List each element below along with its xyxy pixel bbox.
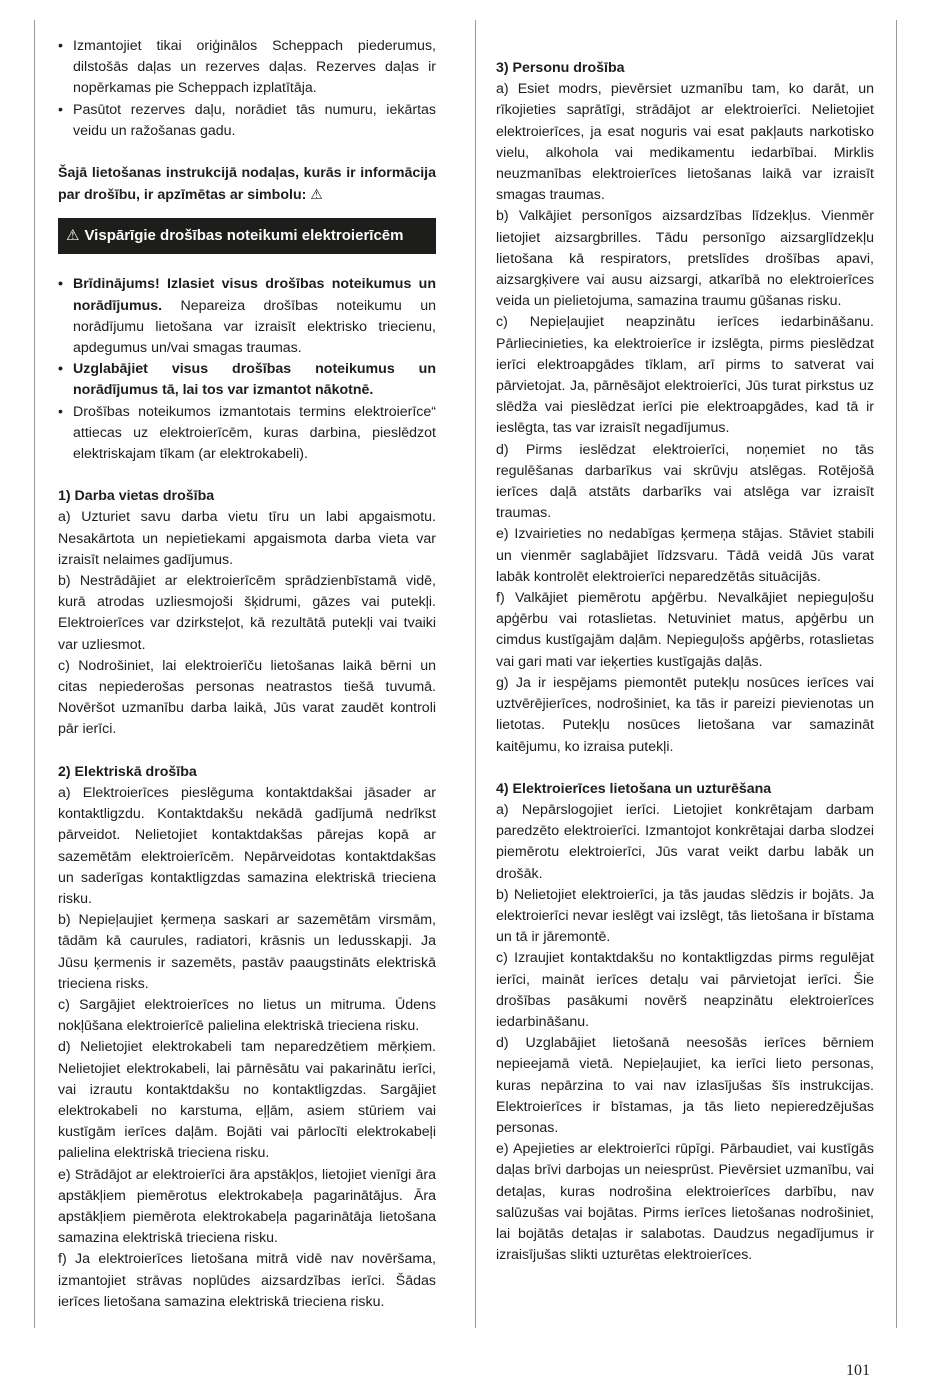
safety-symbol-intro xyxy=(58,163,436,206)
spare-parts-bullet: • Izmantojiet tikai oriģinālos Scheppach piederumus, dilstošās daļas un rezerves daļas. Rezerves daļas ir nopērkamas pie Scheppach izplatītāja. xyxy=(58,36,436,100)
bullet-text: Nepareiza drošības noteikumu un norādījumu lietošana var izraisīt elektrisko triecienu, apdegumus un/vai smagas traumas. xyxy=(73,297,436,357)
section-3-title: 3) Personu drošība xyxy=(496,60,625,76)
section-3-para-b: b) Valkājiet personīgos aizsardzības līdzekļus. Vienmēr lietojiet aizsargbrilles. Tādu personīgo aizsarglīdzekļu lietošana kā respirators, pretslīdes drošības apavi, aizsargķivere vai ausu aizsargi, atkarībā no elektroierīces veida un pielietojuma, samazina traumu gūšanas risku. xyxy=(496,208,874,310)
section-3-para-d: d) Pirms ieslēdzat elektroierīci, noņemiet no tās regulēšanas darbarīkus vai skrūvju atslēgas. Rotējošā ierīces daļā atstāts darbarīks vai atslēga var izraisīt traumas. xyxy=(496,441,874,522)
section-2-title: 2) Elektriskā drošība xyxy=(58,763,197,780)
bullet-text: Drošības noteikumos izmantotais termins elektroierīce“ attiecas uz elektroierīcēm, kuras darbina, pieslēdzot elektriskajam tīkam (ar elektrokabeli). xyxy=(73,403,436,463)
section-3-para-a: a) Esiet modrs, pievērsiet uzmanību tam, ko darāt, un rīkojieties saprātīgi, strādājot ar elektroierīci. Nelietojiet elektroierīces, ja esat noguris vai esat pakļauts narkotisko vielu, alkohola vai medikamentu iedarbībai. Mirklis neuzmanības elektroierīces lietošanas laikā var izraisīt smagas traumas. xyxy=(496,81,874,204)
section-3-para-f: f) Valkājiet piemērotu apģērbu. Nevalkājiet nepieguļošu apģērbu vai rotaslietas. Netuviniet matus, apģērbu un cimdus kustīgajām daļām. Nepieguļošs apģērbs, rotaslietas vai gari mati var ieķerties kustīgajās daļās. xyxy=(496,590,874,670)
section-2-para-d: d) Nelietojiet elektrokabeli tam neparedzētiem mērķiem. Nelietojiet elektrokabeli, lai pārnēsātu vai pakarinātu ierīci, vai izrautu kontaktdakšu no kontaktligzdas. Sargājiet elektrokabeli no karstuma, eļļām, asiem stūriem vai kustīgām ierīces daļām. Bojāti vai pārlocīti elektrokabeļi palielina elektriskā trieciena risku. xyxy=(58,1039,436,1162)
section-1-title: 1) Darba vietas drošība xyxy=(58,488,215,505)
section-2-para-f: f) Ja elektroierīces lietošana mitrā vidē nav novēršama, izmantojiet strāvas noplūdes aizsardzības ierīci. Šādas ierīces lietošana samazina elektriskā trieciena risku. xyxy=(58,1251,436,1310)
left-column xyxy=(58,36,436,1313)
right-column xyxy=(496,58,874,1266)
bullet-bold-text: Brīdinājums! Izlasiet visus drošības noteikumus un norādījumus. xyxy=(73,276,436,314)
warning-read-all-bullet xyxy=(58,274,436,359)
section-3-para-g: g) Ja ir iespējams piemontēt putekļu nosūces ierīces vai uztvērējierīces, nodrošiniet, ka tās ir pareizi pievienotas un lietotas. Putekļu nosūces lietošana var samazināt kaitējumu, ko izraisa putekļi. xyxy=(496,674,874,755)
left-margin-rule xyxy=(34,20,35,1328)
section-2-para-c: c) Sargājiet elektroierīces no lietus un mitruma. Ūdens nokļūšana elektroierīcē palielina elektriskā trieciena risku. xyxy=(58,996,436,1035)
section-4-para-a: a) Nepārslogojiet ierīci. Lietojiet konkrētajam darbam paredzēto elektroierīci. Izmantojot konkrētajai darba slodzei piemērotu elektroierīci, Jūs varat veikt darbu labāk un drošāk. xyxy=(496,801,874,882)
general-safety-heading-box xyxy=(58,218,436,254)
section-4-title: 4) Elektroierīces lietošana un uzturēšana xyxy=(496,780,772,797)
section-1-para-c: c) Nodrošiniet, lai elektroierīču lietošanas laikā bērni un citas nepiederošas personas neatrastos tiešā tuvumā. Novēršot uzmanību darba laikā, Jūs varat zaudēt kontroli pār ierīci. xyxy=(58,657,436,738)
page-number: 101 xyxy=(846,1362,870,1379)
warning-triangle-icon: ⚠ xyxy=(66,227,80,245)
warning-triangle-icon: ⚠ xyxy=(310,186,323,203)
section-3-para-c: c) Nepieļaujiet neapzinātu ierīces iedarbināšanu. Pārliecinieties, ka elektroierīce ir izslēgta, pirms pieslēdzat ierīci elektroapgādes tīklam, arī pirms to satverat vai pārvietojat. Ja, pārnēsājot elektroierīci, Jūs turat pirkstus uz slēdža vai pieslēdzat ierīci pie elektroapgādes, kad tā ir ieslēgta, tas var izraisīt negadījumus. xyxy=(496,314,874,437)
bullet-bold-text: Uzglabājiet visus drošības noteikumus un norādījumus tā, lai tos var izmantot nākotnē. xyxy=(73,361,436,399)
safety-symbol-intro-text: Šajā lietošanas instrukcijā nodaļas, kurās ir informācija par drošību, ir apzīmētas ar simbolu: xyxy=(58,165,436,204)
order-parts-bullet: • Pasūtot rezerves daļu, norādiet tās numuru, iekārtas veidu un ražošanas gadu. xyxy=(58,100,436,142)
section-2-para-e: e) Strādājot ar elektroierīci āra apstākļos, lietojiet vienīgi āra apstākļiem piemērotus elektrokabeļa pagarinātājus. Āra apstākļiem piemērota elektrokabeļa pagarinātāja lietošana samazina elektriskā trieciena risku. xyxy=(58,1166,436,1247)
section-4-para-c: c) Izraujiet kontaktdakšu no kontaktligzdas pirms regulējat ierīci, maināt ierīces detaļu vai pārvietojat ierīci. Šie drošības pasākumi novērš neapzinātu elektroierīces iedarbināšanu. xyxy=(496,950,874,1030)
section-2-para-a: a) Elektroierīces pieslēguma kontaktdakšai jāsader ar kontaktligzdu. Kontaktdakšu nekādā gadījumā nedrīkst pārveidot. Nelietojiet kontaktdakšas pārejas kopā ar sazemētām elektroierīcēm. Nepārveidotas kontaktdakšas un saderīgas kontaktligzdas samazina elektriskā trieciena risku. xyxy=(58,784,436,907)
term-definition-bullet xyxy=(58,402,436,466)
section-1-para-b: b) Nestrādājiet ar elektroierīcēm sprādzienbīstamā vidē, kurā atrodas uzliesmojoši šķidrumi, gāzes vai putekļi. Elektroierīces var dzirksteļot, kā rezultātā putekļi vai tvaiki var uzliesmot. xyxy=(58,573,436,653)
section-2-para-b: b) Nepieļaujiet ķermeņa saskari ar sazemētām virsmām, tādām kā caurules, radiatori, krāsnis un ledusskapji. Ja Jūsu ķermenis ir sazemēts, pastāv paaugstināts elektriskā trieciena risks. xyxy=(58,912,436,992)
section-1-para-a: a) Uzturiet savu darba vietu tīru un labi apgaismotu. Nesakārtota un nepietiekami apgaismota darba vieta var izraisīt nelaimes gadījumus. xyxy=(58,509,436,568)
right-margin-rule xyxy=(896,20,897,1328)
general-safety-heading: Vispārīgie drošības noteikumi elektroierīcēm xyxy=(84,227,404,245)
section-3-para-e: e) Izvairieties no nedabīgas ķermeņa stājas. Stāviet stabili un vienmēr saglabājiet līdzsvaru. Tādā veidā Jūs varat labāk kontrolēt elektroierīci neparedzētās situācijās. xyxy=(496,526,874,585)
section-4-para-e: e) Apejieties ar elektroierīci rūpīgi. Pārbaudiet, vai kustīgās daļas brīvi darbojas un neiesprūst. Pievērsiet uzmanību, vai detaļas, kuras nodrošina elektroierīces darbību, nav salūzušas vai bojātas. Pirms ierīces lietošanas nodrošiniet, lai bojātās detaļas ir salabotas. Daudzus negadījumus ir izraisījušas slikti uzturētas elektroierīces. xyxy=(496,1141,874,1264)
column-divider-rule xyxy=(475,20,476,1328)
section-4-para-b: b) Nelietojiet elektroierīci, ja tās jaudas slēdzis ir bojāts. Ja elektroierīci nevar ieslēgt vai izslēgt, tās lietošana ir bīstama un tā ir jāremontē. xyxy=(496,886,874,946)
keep-instructions-bullet xyxy=(58,359,436,401)
section-4-para-d: d) Uzglabājiet lietošanā neesošās ierīces bērniem nepieejamā vietā. Nepieļaujiet, ka ierīci lieto personas, kuras nepārzina to vai nav izlasījušas šīs instrukcijas. Elektroierīces ir bīstamas, ja tās lieto nepieredzējušas personas. xyxy=(496,1035,874,1136)
